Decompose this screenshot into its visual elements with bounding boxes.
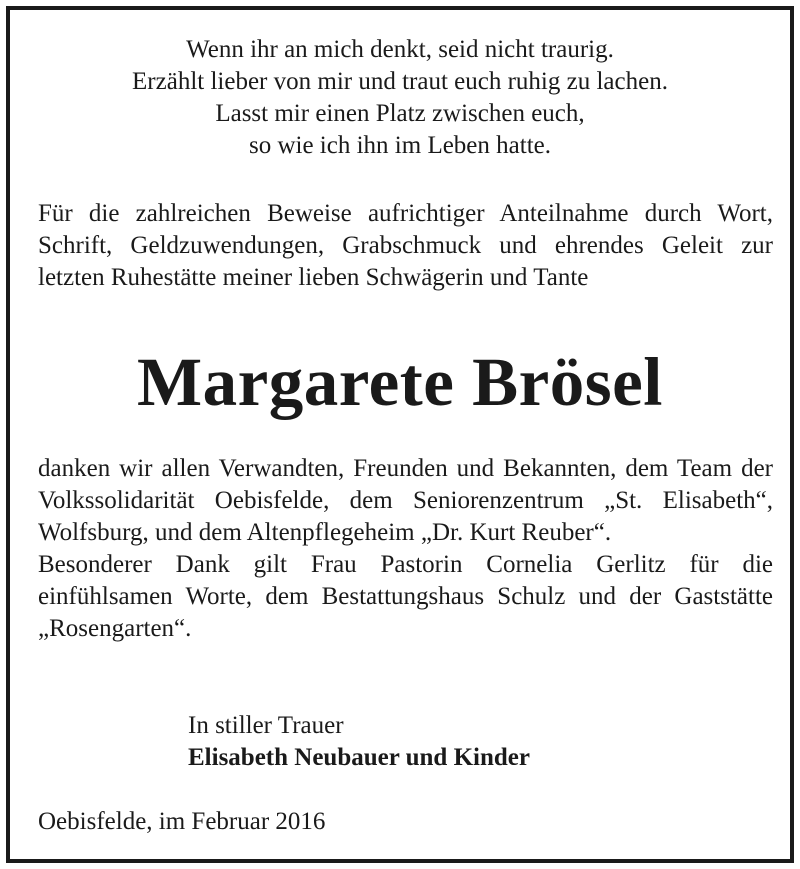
poem-line: so wie ich ihn im Leben hatte. bbox=[248, 132, 551, 159]
mourning-block bbox=[188, 710, 748, 774]
poem-line: Erzählt lieber von mir und traut euch ruhig zu lachen. bbox=[132, 68, 668, 95]
poem-line: Lasst mir einen Platz zwischen euch, bbox=[215, 100, 585, 127]
obituary-frame bbox=[6, 6, 794, 863]
mourning-phrase: In stiller Trauer bbox=[188, 712, 344, 739]
deceased-name: Margarete Brösel bbox=[137, 344, 663, 420]
thanks-body bbox=[38, 453, 773, 645]
thanks-paragraph-1: danken wir allen Verwandten, Freunden und Bekannten, dem Team der Volkssolidarität Oebisfelde, dem Seniorenzentrum „St. Elisabeth“, Wolfsburg, und dem Altenpflegeheim „Dr. Kurt Reuber“. bbox=[38, 455, 773, 546]
poem-line: Wenn ihr an mich denkt, seid nicht traurig. bbox=[186, 36, 614, 63]
place-date: Oebisfelde, im Februar 2016 bbox=[38, 808, 326, 835]
poem bbox=[10, 34, 790, 162]
mourning-signers: Elisabeth Neubauer und Kinder bbox=[188, 744, 530, 771]
thanks-paragraph-2: Besonderer Dank gilt Frau Pastorin Cornelia Gerlitz für die einfühlsamen Worte, dem Bestattungshaus Schulz und der Gaststätte „Rosengarten“. bbox=[38, 551, 773, 642]
thanks-intro: Für die zahlreichen Beweise aufrichtiger Anteilnahme durch Wort, Schrift, Geldzuwendungen, Grabschmuck und ehrendes Geleit zur letzten Ruhestätte meiner lieben Schwägerin und Tante bbox=[38, 200, 773, 291]
